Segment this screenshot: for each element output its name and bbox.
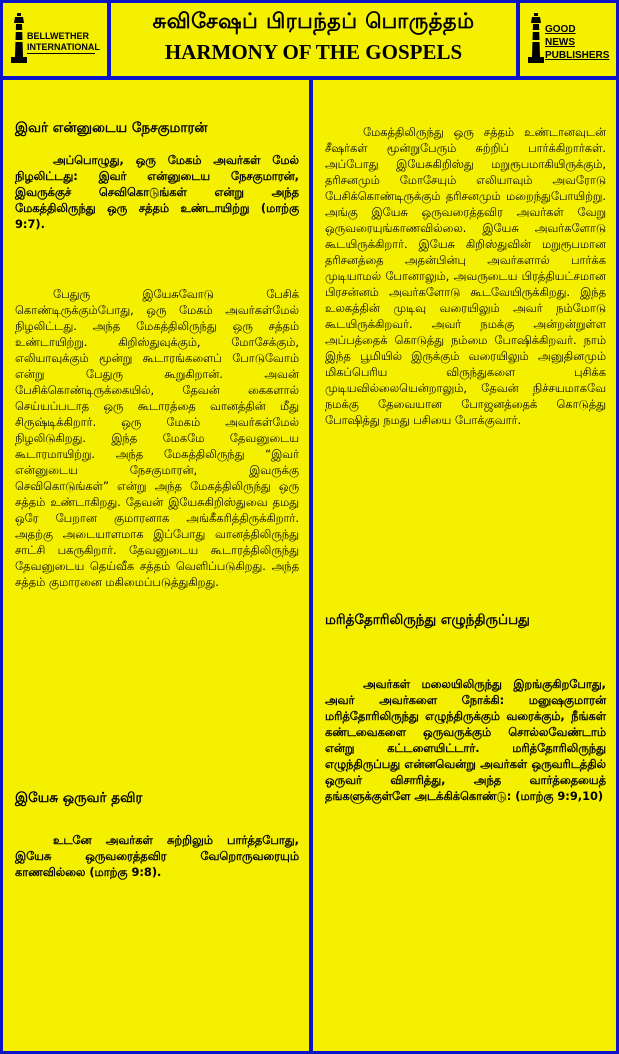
left-quote-2: [15, 832, 299, 880]
left-heading-1: [15, 118, 299, 138]
good-news-logo-box: [520, 3, 616, 76]
section-heading: இயேசு ஒருவர் தவிர: [15, 790, 143, 806]
section-heading: மரித்தோரிலிருந்து எழுந்திருப்பது: [325, 612, 530, 628]
left-column: [3, 80, 309, 1051]
good-news-logo-text: GOOD NEWS PUBLISHERS: [545, 24, 610, 61]
body-paragraph: மேகத்திலிருந்து ஒரு சத்தம் உண்டானவுடன் சீஷர்கள் மூன்றுபேரும் சுற்றிப் பார்க்கிறார்கள். அப்போது இயேசுகிறிஸ்து மறுரூபமாகியிருக்கும், தரிசனமும் மோசேயும் எலியாவும் அவரோடு பேசிக்கொண்டிருக்கும் தரிசனமும் மறைந்துபோயிற்று. அங்கு இயேசு ஒருவரைத்தவிர அவர்கள் வேறு ஒருவரையுங்காணவில்லை. இயேசு அவர்களோடு கூடயிருக்கிறார். இயேசு கிறிஸ்துவின் மறுரூபமான தரிசனத்தை அதன்பின்பு அவர்களால் பார்க்க முடியாமல் போனாலும், அவருடைய பிரத்தியட்சமான பிரசன்னம் அவர்களோடு கூடவேயிருக்கிறது. இந்த உலகத்தின் முடிவு வரையிலும் அவர் நம்மோடு கூடயிருக்கிறவர். அவர் நமக்கு அன்றன்றுள்ள அப்பத்தைக் கொடுத்து நம்மை போஷிக்கிறவர். நாம் இந்த பூமியில் இருக்கும் வரையிலும் அனுதினமும் மிகப்பெரிய விருந்துகளை புசிக்க முடியவில்லையென்றாலும், தேவன் நிச்சயமாகவே நமக்கு தேவையான போஜனத்தைக் கொடுத்து போஷித்து நமது பசியை போக்குவார்.: [325, 125, 606, 427]
left-body-1: [15, 286, 299, 590]
section-heading: இவர் என்னுடைய நேசகுமாரன்: [15, 120, 208, 136]
right-body-1: [325, 124, 606, 428]
scripture-quote: அப்பொழுது, ஒரு மேகம் அவர்கள் மேல் நிழலிட்டது: இவர் என்னுடைய நேசகுமாரன், இவருக்குச் செவிகொடுங்கள் என்று அந்த மேகத்திலிருந்து ஒரு சத்தம் உண்டாயிற்று (மாற்கு 9:7).: [15, 153, 299, 231]
right-column: [313, 80, 616, 1051]
scripture-quote: உடனே அவர்கள் சுற்றிலும் பார்த்தபோது, இயேசு ஒருவரைத்தவிர வேறொருவரையும் காணவில்லை (மாற்கு 9:8).: [15, 833, 299, 879]
bellwether-logo-text: BELLWETHER INTERNATIONAL: [27, 31, 100, 52]
title-tamil: சுவிசேஷப் பிரபந்தப் பொருத்தம்: [152, 9, 475, 33]
title-english: HARMONY OF THE GOSPELS: [164, 40, 463, 64]
right-heading-2: [325, 610, 606, 630]
body-paragraph: பேதுரு இயேசுவோடு பேசிக் கொண்டிருக்கும்போது, ஒரு மேகம் அவர்கள்மேல் நிழலிட்டது. அந்த மேகத்திலிருந்து ஒரு சத்தம் உண்டாயிற்று. கிறிஸ்துவுக்கும், மோசேக்கும், எலியாவுக்கும் மூன்று கூடாரங்களைப் போடுவோம் என்று பேதுரு கூறுகிறான். அவன் பேசிக்கொண்டிருக்கையில், தேவன் கைகளால் செய்யப்படாத ஒரு கூடாரத்தை வானத்தின் மீது சிருஷ்டிக்கிறார். ஒரு மேகம் அவர்கள்மேல் நிழலிடுகிறது. இந்த மேகமே தேவனுடைய கூடாரமாயிற்று. அந்த மேகத்திலிருந்து “இவர் என்னுடைய நேசகுமாரன், இவருக்கு செவிகொடுங்கள்” என்று அந்த மேகத்திலிருந்து ஒரு சத்தம் உண்டாகிறது. தேவன் இயேசுகிறிஸ்துவை தமது ஒரே பேறான குமாரனாக அங்கீகரித்திருக்கிறார். அதற்கு அடையாளமாக இப்போது வானத்திலிருந்து சாட்சி பகருகிறார். தேவனுடைய கூடாரத்திலிருந்து தேவனுடைய தெய்வீக சத்தம் வெளிப்படுகிறது. அந்த சத்தம் குமாரனை மகிமைப்படுத்துகிறது.: [15, 287, 299, 589]
lighthouse-icon: [528, 13, 544, 63]
left-heading-2: [15, 788, 299, 808]
right-quote-2: [325, 676, 606, 804]
bellwether-logo-box: [3, 3, 107, 76]
scripture-quote: அவர்கள் மலையிலிருந்து இறங்குகிறபோது, அவர் அவர்களை நோக்கி: மனுஷகுமாரன் மரித்தோரிலிருந்து எழுந்திருக்கும் வரைக்கும், நீங்கள் கண்டவைகளை ஒருவருக்கும் சொல்லவேண்டாம் என்று கட்டளையிட்டார். மரித்தோரிலிருந்து எழுந்திருப்பது என்னவென்று அவர்கள் ஒருவரிடத்தில் ஒருவர் விசாரித்து, அந்த வார்த்தையைத் தங்களுக்குள்ளே அடக்கிக்கொண்டு: (மாற்கு 9:9,10): [325, 677, 606, 803]
lighthouse-icon: [11, 13, 27, 63]
left-quote-1: [15, 152, 299, 232]
title-box: [111, 3, 516, 76]
